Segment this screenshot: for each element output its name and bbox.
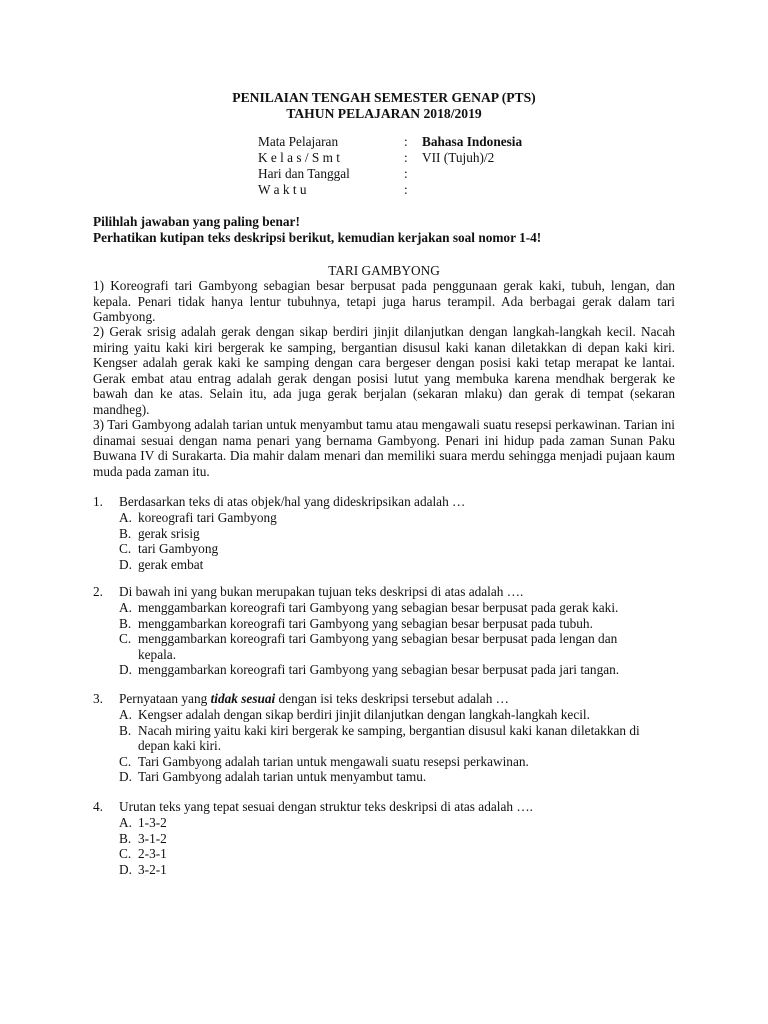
answer-option-c[interactable] xyxy=(119,754,669,770)
answer-option-a[interactable] xyxy=(119,600,654,616)
question-number: 4. xyxy=(93,799,103,814)
option-letter: C. xyxy=(119,846,132,862)
option-text: 3-2-1 xyxy=(138,861,167,877)
answer-options xyxy=(119,815,679,877)
option-text: Kengser adalah dengan sikap berdiri jinjit dilanjutkan dengan langkah-langkah kecil. xyxy=(138,707,590,722)
info-value: Bahasa Indonesia xyxy=(422,134,523,149)
question-stem: Di bawah ini yang bukan merupakan tujuan teks deskripsi di atas adalah …. xyxy=(119,584,524,599)
answer-option-c[interactable] xyxy=(119,846,679,862)
question-stem: Urutan teks yang tepat sesuai dengan struktur teks deskripsi di atas adalah …. xyxy=(119,799,533,814)
instruction-line-1: Pilihlah jawaban yang paling benar! xyxy=(93,214,300,229)
info-label: Mata Pelajaran xyxy=(258,134,339,149)
option-text: tari Gambyong xyxy=(138,541,219,557)
option-letter: A. xyxy=(119,707,132,722)
stem-emphasis: tidak sesuai xyxy=(210,691,276,706)
option-text: Tari Gambyong adalah tarian untuk menyambut tamu. xyxy=(138,769,427,785)
option-letter: D. xyxy=(119,861,132,877)
answer-option-a[interactable] xyxy=(119,707,669,723)
passage-paragraph-1: 1) Koreografi tari Gambyong sebagian besar berpusat pada penggunaan gerak kaki, tubuh, lengan, dan kepala. Penari tidak hanya lentur tubuhnya, tetapi juga harus terampil. Ada berbagai gerak dalam tari Gambyong. xyxy=(93,278,675,325)
answer-option-b[interactable] xyxy=(119,723,669,754)
option-text: menggambarkan koreografi tari Gambyong yang sebagian besar berpusat pada jari tangan. xyxy=(138,662,620,678)
question-number: 3. xyxy=(93,691,103,706)
option-letter: D. xyxy=(119,662,132,678)
answer-option-d[interactable] xyxy=(119,769,669,785)
option-letter: B. xyxy=(119,830,132,846)
answer-options xyxy=(119,510,679,572)
stem-text: dengan isi teks deskripsi tersebut adalah … xyxy=(275,691,509,706)
answer-options xyxy=(119,600,654,678)
option-text: 3-1-2 xyxy=(138,830,167,846)
question-number: 2. xyxy=(93,584,103,599)
instruction-line-2: Perhatikan kutipan teks deskripsi berikut, kemudian kerjakan soal nomor 1-4! xyxy=(93,230,542,245)
option-text: menggambarkan koreografi tari Gambyong yang sebagian besar berpusat pada lengan dan kepala. xyxy=(138,631,618,662)
school-year: TAHUN PELAJARAN 2018/2019 xyxy=(286,106,482,121)
answer-option-d[interactable] xyxy=(119,662,654,678)
option-text: gerak srisig xyxy=(138,525,200,541)
info-colon: : xyxy=(404,150,408,165)
answer-option-b[interactable] xyxy=(119,616,654,632)
option-letter: B. xyxy=(119,525,132,541)
answer-options xyxy=(119,707,669,785)
answer-option-c[interactable] xyxy=(119,541,679,557)
option-letter: A. xyxy=(119,815,132,830)
answer-option-b[interactable] xyxy=(119,526,679,542)
answer-option-d[interactable] xyxy=(119,557,679,573)
option-letter: A. xyxy=(119,600,132,615)
info-row-subject xyxy=(258,134,618,150)
answer-option-c[interactable] xyxy=(119,631,654,662)
exam-info-table xyxy=(258,134,618,198)
option-letter: D. xyxy=(119,556,132,572)
question-stem xyxy=(119,691,509,707)
info-label: Hari dan Tanggal xyxy=(258,166,350,181)
option-letter: B. xyxy=(119,615,132,631)
info-colon: : xyxy=(404,166,408,181)
question-number: 1. xyxy=(93,494,103,509)
answer-option-d[interactable] xyxy=(119,862,679,878)
info-label: W a k t u xyxy=(258,182,307,197)
info-row-class xyxy=(258,150,618,166)
option-text: menggambarkan koreografi tari Gambyong yang sebagian besar berpusat pada tubuh. xyxy=(138,615,593,631)
option-text: menggambarkan koreografi tari Gambyong yang sebagian besar berpusat pada gerak kaki. xyxy=(138,600,619,615)
option-letter: A. xyxy=(119,510,132,525)
answer-option-a[interactable] xyxy=(119,510,679,526)
info-row-time xyxy=(258,182,618,198)
option-text: Nacah miring yaitu kaki kiri bergerak ke samping, bergantian disusul kaki kanan diletakkan di depan kaki kiri. xyxy=(138,722,640,754)
option-text: Tari Gambyong adalah tarian untuk mengawali suatu resepsi perkawinan. xyxy=(138,753,529,769)
option-letter: C. xyxy=(119,631,132,647)
option-text: gerak embat xyxy=(138,556,204,572)
answer-option-b[interactable] xyxy=(119,831,679,847)
option-letter: B. xyxy=(119,722,132,738)
option-text: 1-3-2 xyxy=(138,815,167,830)
info-colon: : xyxy=(404,134,408,149)
option-letter: C. xyxy=(119,753,132,769)
option-letter: C. xyxy=(119,541,132,557)
question-stem: Berdasarkan teks di atas objek/hal yang dideskripsikan adalah … xyxy=(119,494,466,509)
info-label: K e l a s / S m t xyxy=(258,150,340,165)
option-letter: D. xyxy=(119,769,132,785)
info-value: VII (Tujuh)/2 xyxy=(422,150,495,165)
passage-paragraph-2: 2) Gerak srisig adalah gerak dengan sikap berdiri jinjit dilanjutkan dengan langkah-langkah kecil. Nacah miring yaitu kaki kiri bergerak ke samping, bergantian disusul kaki kanan diletakkan di depan kaki kiri. Kengser adalah gerak kaki ke samping dengan cara bergeser dengan posisi kaki tetap merapat ke lantai. Gerak embat atau entrag adalah gerak dengan posisi lutut yang membuka karena mendhak bergerak ke bawah dan ke atas. Selain itu, ada juga gerak berjalan (sekaran mlaku) dan gerak di tempat (sekaran mandheg). xyxy=(93,324,675,417)
passage-paragraph-3: 3) Tari Gambyong adalah tarian untuk menyambut tamu atau mengawali suatu resepsi perkawinan. Tarian ini dinamai sesuai dengan nama penari yang bernama Gambyong. Penari ini hidup pada zaman Sunan Paku Buwana IV di Surakarta. Dia mahir dalam menari dan memiliki suara merdu sehingga menjadi pujaan kaum muda pada zaman itu. xyxy=(93,417,675,479)
answer-option-a[interactable] xyxy=(119,815,679,831)
option-text: 2-3-1 xyxy=(138,846,167,862)
passage-title: TARI GAMBYONG xyxy=(328,263,440,278)
info-row-date xyxy=(258,166,618,182)
exam-title: PENILAIAN TENGAH SEMESTER GENAP (PTS) xyxy=(232,90,536,105)
option-text: koreografi tari Gambyong xyxy=(138,510,277,525)
stem-text: Pernyataan yang xyxy=(119,691,211,706)
info-colon: : xyxy=(404,182,408,197)
